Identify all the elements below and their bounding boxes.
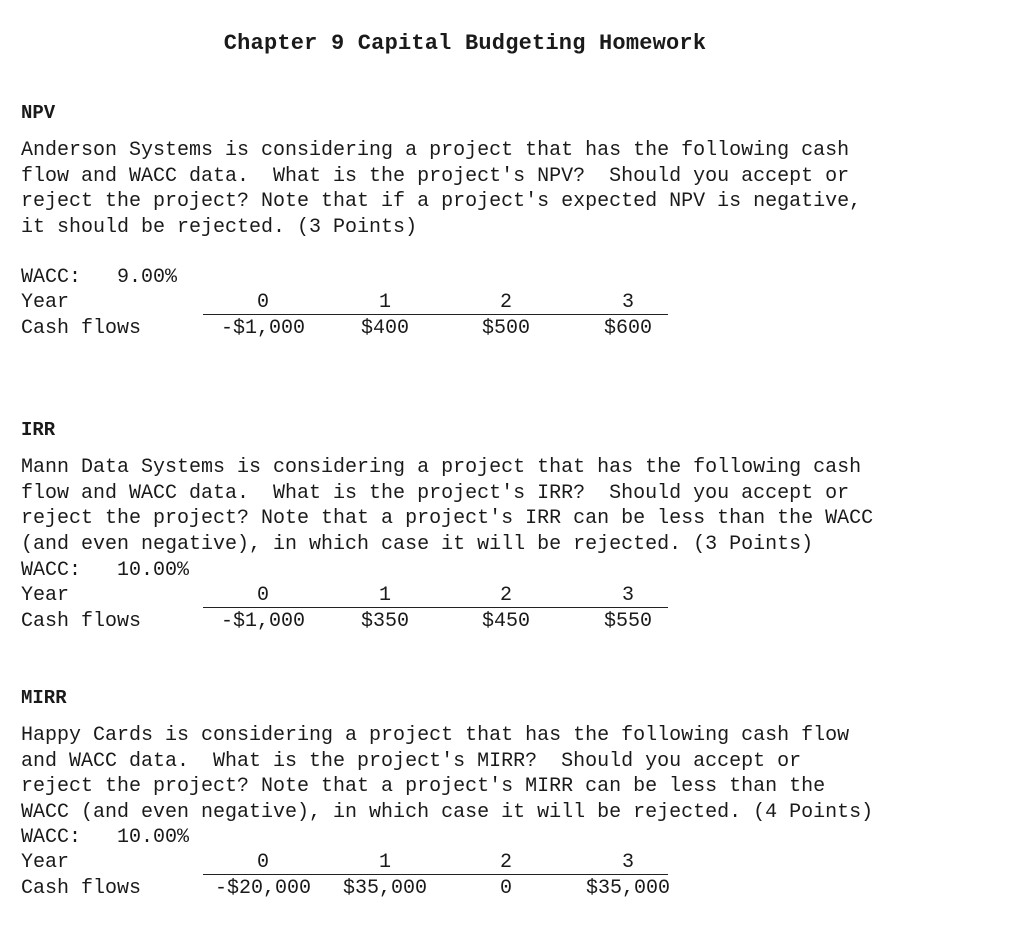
page-title: Chapter 9 Capital Budgeting Homework: [223, 31, 707, 56]
mirr-cash-flow-1: $35,000: [342, 877, 427, 900]
npv-year-1: 1: [378, 291, 391, 314]
npv-heading: NPV: [21, 102, 56, 124]
mirr-year-2: 2: [499, 851, 512, 874]
mirr-year-1: 1: [378, 851, 391, 874]
npv-year-0: 0: [256, 291, 269, 314]
npv-cash-flow-1: $400: [360, 317, 409, 340]
mirr-question: Happy Cards is considering a project that has the following cash flow and WACC data. What is the project's MIRR? Should you accept or reject the project? Note that a project's MIRR can be less than the WACC (and even negative), in which case it will be rejected. (4 Points): [21, 724, 874, 824]
irr-wacc-label: WACC:: [21, 559, 82, 582]
irr-year-2: 2: [499, 584, 512, 607]
irr-year-0: 0: [256, 584, 269, 607]
npv-table-rule: [203, 314, 668, 315]
irr-year-label: Year: [21, 584, 70, 607]
mirr-wacc-label: WACC:: [21, 826, 82, 849]
npv-question: Anderson Systems is considering a project that has the following cash flow and WACC data. What is the project's NPV? Should you accept or reject the project? Note that if a project's expected NPV is negative, it should be rejected. (3 Points): [21, 139, 862, 239]
npv-cash-flow-2: $500: [481, 317, 530, 340]
mirr-table-rule: [203, 874, 668, 875]
npv-wacc-label: WACC:: [21, 266, 82, 289]
mirr-year-0: 0: [256, 851, 269, 874]
irr-year-3: 3: [621, 584, 634, 607]
irr-cash-flow-0: -$1,000: [220, 610, 305, 633]
irr-cash-flows-label: Cash flows: [21, 610, 142, 633]
mirr-cash-flow-0: -$20,000: [214, 877, 311, 900]
npv-cash-flow-0: -$1,000: [220, 317, 305, 340]
mirr-wacc-value: 10.00%: [117, 826, 190, 849]
npv-cash-flows-label: Cash flows: [21, 317, 142, 340]
irr-cash-flow-1: $350: [360, 610, 409, 633]
mirr-cash-flow-3: $35,000: [585, 877, 670, 900]
npv-year-label: Year: [21, 291, 70, 314]
npv-year-3: 3: [621, 291, 634, 314]
npv-cash-flow-3: $600: [603, 317, 652, 340]
irr-question: Mann Data Systems is considering a project that has the following cash flow and WACC data. What is the project's IRR? Should you accept or reject the project? Note that a project's IRR can be less than the WACC (and even negative), in which case it will be rejected. (3 Points): [21, 456, 874, 556]
irr-table-rule: [203, 607, 668, 608]
npv-wacc-value: 9.00%: [117, 266, 178, 289]
irr-cash-flow-3: $550: [603, 610, 652, 633]
irr-wacc-value: 10.00%: [117, 559, 190, 582]
mirr-year-3: 3: [621, 851, 634, 874]
irr-year-1: 1: [378, 584, 391, 607]
irr-cash-flow-2: $450: [481, 610, 530, 633]
irr-heading: IRR: [21, 419, 56, 441]
npv-year-2: 2: [499, 291, 512, 314]
mirr-heading: MIRR: [21, 687, 67, 709]
mirr-year-label: Year: [21, 851, 70, 874]
mirr-cash-flow-2: 0: [499, 877, 512, 900]
mirr-cash-flows-label: Cash flows: [21, 877, 142, 900]
